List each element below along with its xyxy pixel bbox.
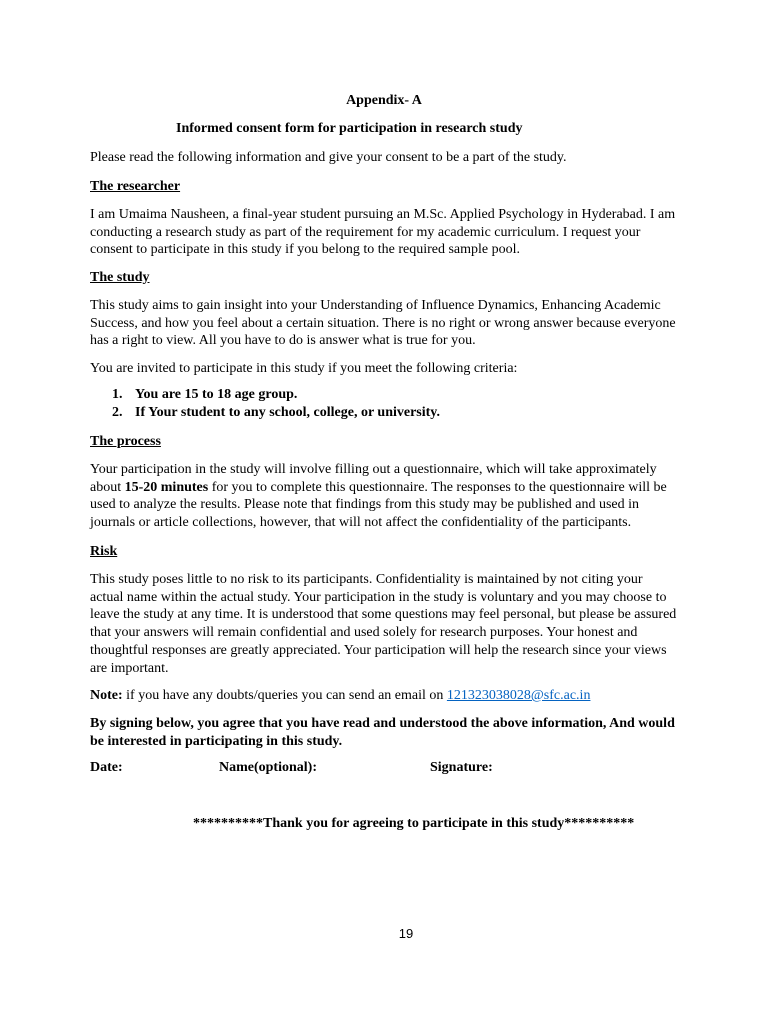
process-body (90, 461, 678, 532)
list-item-text: If Your student to any school, college, or university. (135, 404, 441, 420)
risk-heading: Risk (90, 544, 118, 559)
list-item-text: You are 15 to 18 age group. (135, 387, 298, 402)
criteria-intro: You are invited to participate in this study if you meet the following criteria: (90, 361, 518, 376)
criteria-list (90, 386, 650, 421)
thank-you-text: **********Thank you for agreeing to participate in this study********** (193, 816, 635, 831)
process-body-start: Your participation in the study will involve filling out a questionnaire, which will take approximately about (90, 462, 657, 495)
email-link[interactable]: 121323038028@sfc.ac.in (446, 688, 591, 703)
name-label: Name(optional): (219, 760, 317, 775)
intro-text: Please read the following information and give your consent to be a part of the study. (90, 150, 567, 165)
study-body: This study aims to gain insight into your Understanding of Influence Dynamics, Enhancing Academic Success, and how you feel about a certain situation. There is no right or wrong answer because everyone has a right to view. All you have to do is answer what is true for you. (90, 298, 676, 349)
researcher-heading: The researcher (90, 179, 181, 194)
page-number: 19 (398, 926, 414, 941)
list-item (90, 404, 650, 422)
process-duration: 15-20 minutes (124, 479, 209, 495)
note-label: Note: (90, 688, 123, 703)
appendix-title: Appendix- A (346, 93, 422, 108)
date-label: Date: (90, 760, 123, 775)
note-text: if you have any doubts/queries you can send an email on (122, 688, 447, 703)
process-heading: The process (90, 434, 161, 449)
process-body-end: for you to complete this questionnaire. The responses to the questionnaire will be used to analyze the results. Please note that findings from this study may be published and used in journals or article collections, however, that will not affect the confidentiality of the participants. (90, 479, 667, 531)
signature-label: Signature: (430, 760, 493, 775)
note-line (90, 687, 678, 705)
signature-fields (90, 760, 678, 778)
agreement-text: By signing below, you agree that you have read and understood the above information, And would be interested in participating in this study. (90, 716, 675, 749)
list-item (90, 386, 650, 404)
study-heading: The study (90, 270, 150, 285)
form-title: Informed consent form for participation in research study (176, 121, 523, 136)
risk-body: This study poses little to no risk to its participants. Confidentiality is maintained by not citing your actual name within the actual study. Your participation in the study is voluntary and you may choose to leave the study at any time. It is understood that some questions may feel personal, but please be assured that your answers will remain confidential and used solely for research purposes. Your honest and thoughtful responses are greatly appreciated. Your participation will help the research since your views are important. (90, 572, 677, 676)
list-item-number: 1. (112, 387, 123, 402)
list-item-number: 2. (112, 404, 123, 420)
researcher-body: I am Umaima Nausheen, a final-year student pursuing an M.Sc. Applied Psychology in Hyderabad. I am conducting a research study as part of the requirement for my academic curriculum. I request your consent to participate in this study if you belong to the required sample pool. (90, 207, 676, 258)
